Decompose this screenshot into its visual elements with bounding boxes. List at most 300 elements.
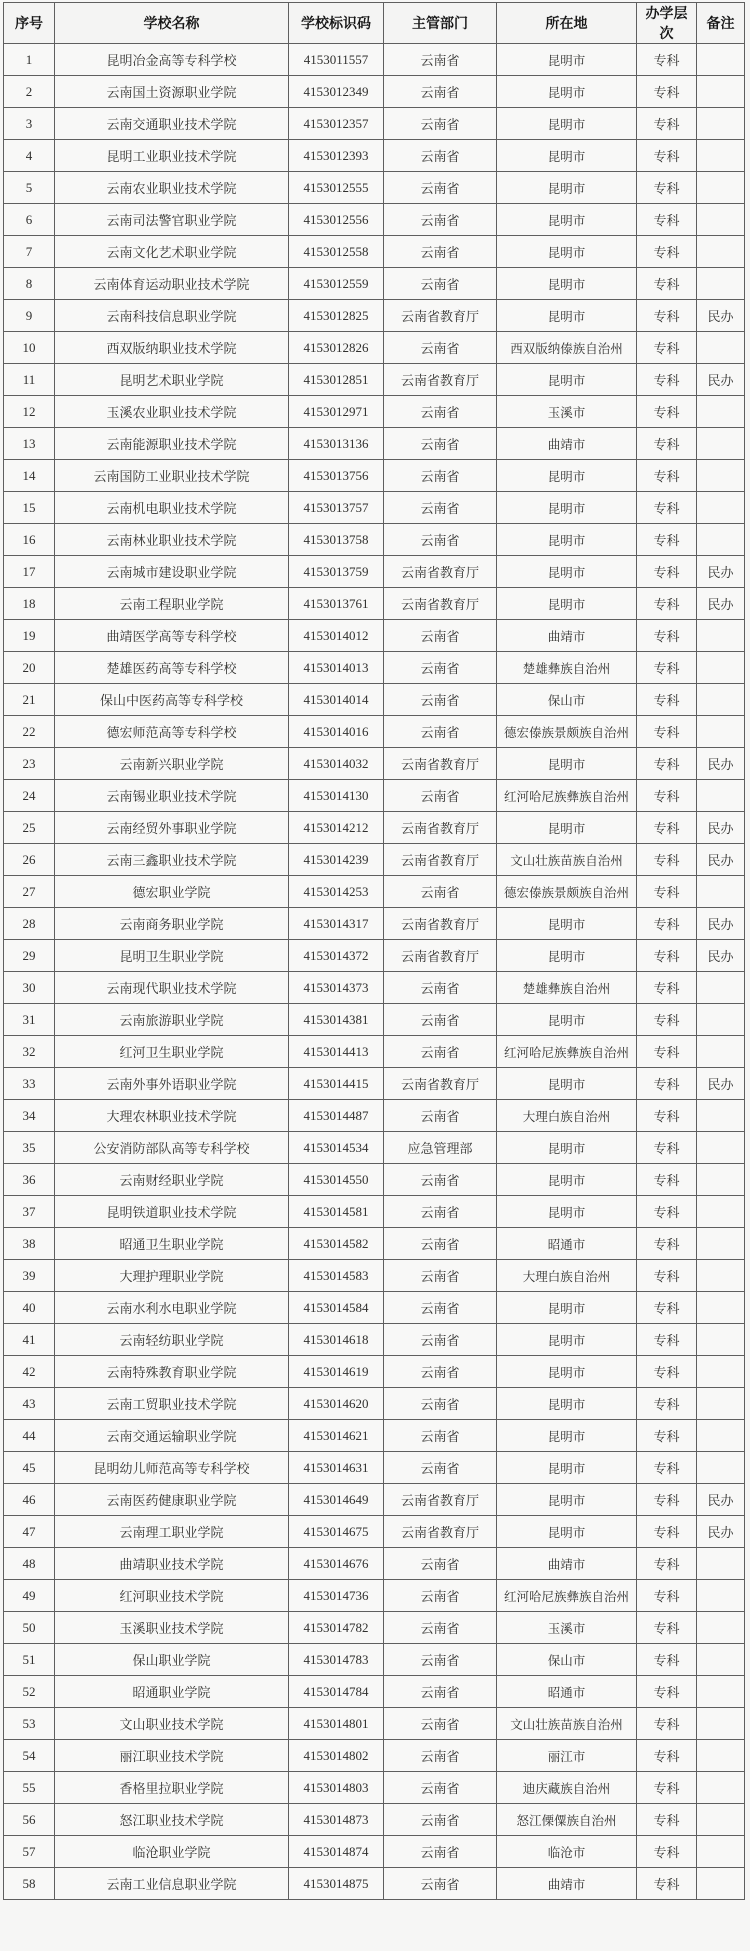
cell-location: 曲靖市	[497, 428, 637, 460]
cell-index: 34	[4, 1100, 55, 1132]
cell-school-code: 4153014803	[289, 1772, 384, 1804]
table-row	[4, 1228, 745, 1260]
cell-index: 46	[4, 1484, 55, 1516]
table-row	[4, 204, 745, 236]
cell-level: 专科	[637, 620, 697, 652]
cell-location: 昆明市	[497, 1516, 637, 1548]
cell-level: 专科	[637, 1420, 697, 1452]
cell-index: 56	[4, 1804, 55, 1836]
school-list-table	[3, 2, 745, 1900]
cell-department: 云南省	[384, 428, 497, 460]
cell-department: 云南省	[384, 44, 497, 76]
cell-level: 专科	[637, 684, 697, 716]
cell-location: 楚雄彝族自治州	[497, 972, 637, 1004]
cell-location: 西双版纳傣族自治州	[497, 332, 637, 364]
table-row	[4, 524, 745, 556]
cell-school-name: 云南科技信息职业学院	[55, 300, 289, 332]
cell-school-name: 云南机电职业技术学院	[55, 492, 289, 524]
cell-school-name: 玉溪农业职业技术学院	[55, 396, 289, 428]
cell-index: 5	[4, 172, 55, 204]
table-row	[4, 460, 745, 492]
cell-school-code: 4153014620	[289, 1388, 384, 1420]
cell-index: 18	[4, 588, 55, 620]
cell-school-name: 香格里拉职业学院	[55, 1772, 289, 1804]
cell-department: 云南省	[384, 1388, 497, 1420]
cell-note: 民办	[697, 1516, 745, 1548]
cell-location: 昆明市	[497, 1196, 637, 1228]
cell-index: 21	[4, 684, 55, 716]
cell-level: 专科	[637, 1452, 697, 1484]
cell-note	[697, 1452, 745, 1484]
cell-level: 专科	[637, 1068, 697, 1100]
cell-location: 昆明市	[497, 268, 637, 300]
cell-school-name: 昆明工业职业技术学院	[55, 140, 289, 172]
cell-level: 专科	[637, 1228, 697, 1260]
table-row	[4, 332, 745, 364]
cell-index: 23	[4, 748, 55, 780]
cell-index: 48	[4, 1548, 55, 1580]
cell-level: 专科	[637, 460, 697, 492]
cell-note: 民办	[697, 556, 745, 588]
cell-school-name: 玉溪职业技术学院	[55, 1612, 289, 1644]
table-row	[4, 108, 745, 140]
cell-level: 专科	[637, 428, 697, 460]
cell-location: 红河哈尼族彝族自治州	[497, 1580, 637, 1612]
cell-note	[697, 1356, 745, 1388]
table-row	[4, 1132, 745, 1164]
cell-level: 专科	[637, 1644, 697, 1676]
cell-index: 47	[4, 1516, 55, 1548]
cell-location: 昆明市	[497, 588, 637, 620]
cell-level: 专科	[637, 1260, 697, 1292]
table-row	[4, 492, 745, 524]
cell-school-code: 4153014631	[289, 1452, 384, 1484]
cell-school-name: 云南新兴职业学院	[55, 748, 289, 780]
cell-location: 曲靖市	[497, 1868, 637, 1900]
cell-location: 昆明市	[497, 1356, 637, 1388]
cell-index: 9	[4, 300, 55, 332]
cell-location: 昆明市	[497, 1164, 637, 1196]
cell-level: 专科	[637, 108, 697, 140]
cell-department: 云南省教育厅	[384, 300, 497, 332]
cell-note	[697, 332, 745, 364]
cell-note	[697, 1868, 745, 1900]
cell-location: 昆明市	[497, 236, 637, 268]
cell-school-code: 4153013756	[289, 460, 384, 492]
cell-school-code: 4153014873	[289, 1804, 384, 1836]
cell-department: 云南省	[384, 268, 497, 300]
cell-location: 昆明市	[497, 524, 637, 556]
table-row	[4, 1580, 745, 1612]
table-row	[4, 652, 745, 684]
cell-department: 云南省	[384, 1676, 497, 1708]
cell-location: 昆明市	[497, 1484, 637, 1516]
cell-location: 昆明市	[497, 140, 637, 172]
cell-level: 专科	[637, 812, 697, 844]
cell-index: 1	[4, 44, 55, 76]
cell-index: 49	[4, 1580, 55, 1612]
cell-department: 云南省	[384, 76, 497, 108]
cell-school-name: 云南林业职业技术学院	[55, 524, 289, 556]
cell-school-code: 4153014013	[289, 652, 384, 684]
cell-note	[697, 1836, 745, 1868]
cell-index: 55	[4, 1772, 55, 1804]
cell-department: 云南省	[384, 1740, 497, 1772]
cell-school-name: 丽江职业技术学院	[55, 1740, 289, 1772]
cell-note	[697, 620, 745, 652]
table-row	[4, 1292, 745, 1324]
cell-level: 专科	[637, 1548, 697, 1580]
cell-school-name: 云南理工职业学院	[55, 1516, 289, 1548]
cell-level: 专科	[637, 1356, 697, 1388]
cell-level: 专科	[637, 76, 697, 108]
cell-location: 楚雄彝族自治州	[497, 652, 637, 684]
column-header-school-code: 学校标识码	[289, 3, 384, 44]
cell-school-code: 4153014649	[289, 1484, 384, 1516]
cell-department: 云南省	[384, 492, 497, 524]
cell-school-code: 4153014581	[289, 1196, 384, 1228]
table-row	[4, 1324, 745, 1356]
cell-department: 云南省	[384, 1580, 497, 1612]
cell-level: 专科	[637, 716, 697, 748]
table-row	[4, 236, 745, 268]
cell-location: 昆明市	[497, 1388, 637, 1420]
cell-index: 43	[4, 1388, 55, 1420]
cell-index: 32	[4, 1036, 55, 1068]
cell-school-code: 4153014253	[289, 876, 384, 908]
cell-note	[697, 1292, 745, 1324]
cell-department: 云南省	[384, 460, 497, 492]
table-row	[4, 844, 745, 876]
cell-location: 昆明市	[497, 492, 637, 524]
cell-school-code: 4153014874	[289, 1836, 384, 1868]
cell-note	[697, 1420, 745, 1452]
cell-school-code: 4153014583	[289, 1260, 384, 1292]
cell-location: 昆明市	[497, 908, 637, 940]
cell-school-name: 楚雄医药高等专科学校	[55, 652, 289, 684]
cell-location: 昆明市	[497, 172, 637, 204]
cell-note	[697, 1676, 745, 1708]
table-row	[4, 44, 745, 76]
cell-school-code: 4153014676	[289, 1548, 384, 1580]
cell-school-name: 云南城市建设职业学院	[55, 556, 289, 588]
cell-school-name: 云南商务职业学院	[55, 908, 289, 940]
cell-school-name: 大理护理职业学院	[55, 1260, 289, 1292]
cell-department: 云南省	[384, 716, 497, 748]
cell-index: 10	[4, 332, 55, 364]
table-row	[4, 1036, 745, 1068]
cell-location: 玉溪市	[497, 1612, 637, 1644]
cell-index: 12	[4, 396, 55, 428]
cell-location: 德宏傣族景颇族自治州	[497, 876, 637, 908]
cell-school-name: 云南外事外语职业学院	[55, 1068, 289, 1100]
cell-school-name: 保山中医药高等专科学校	[55, 684, 289, 716]
cell-level: 专科	[637, 1100, 697, 1132]
cell-index: 53	[4, 1708, 55, 1740]
cell-index: 31	[4, 1004, 55, 1036]
cell-location: 曲靖市	[497, 1548, 637, 1580]
cell-level: 专科	[637, 1868, 697, 1900]
table-row	[4, 1740, 745, 1772]
table-row	[4, 428, 745, 460]
table-row	[4, 876, 745, 908]
cell-note	[697, 1612, 745, 1644]
cell-note	[697, 716, 745, 748]
cell-location: 昆明市	[497, 1292, 637, 1324]
cell-note: 民办	[697, 812, 745, 844]
cell-level: 专科	[637, 204, 697, 236]
cell-school-name: 临沧职业学院	[55, 1836, 289, 1868]
cell-index: 15	[4, 492, 55, 524]
cell-school-name: 云南旅游职业学院	[55, 1004, 289, 1036]
cell-school-name: 云南交通职业技术学院	[55, 108, 289, 140]
cell-note	[697, 428, 745, 460]
cell-school-name: 德宏职业学院	[55, 876, 289, 908]
cell-school-name: 红河卫生职业学院	[55, 1036, 289, 1068]
cell-school-code: 4153014582	[289, 1228, 384, 1260]
cell-level: 专科	[637, 1484, 697, 1516]
cell-level: 专科	[637, 396, 697, 428]
cell-department: 云南省	[384, 684, 497, 716]
cell-school-code: 4153014032	[289, 748, 384, 780]
cell-level: 专科	[637, 844, 697, 876]
cell-level: 专科	[637, 1580, 697, 1612]
cell-index: 58	[4, 1868, 55, 1900]
cell-note	[697, 140, 745, 172]
table-row	[4, 140, 745, 172]
cell-school-name: 昆明冶金高等专科学校	[55, 44, 289, 76]
cell-level: 专科	[637, 876, 697, 908]
table-row	[4, 716, 745, 748]
table-row	[4, 940, 745, 972]
cell-school-code: 4153014317	[289, 908, 384, 940]
cell-location: 临沧市	[497, 1836, 637, 1868]
cell-school-code: 4153014550	[289, 1164, 384, 1196]
cell-note	[697, 780, 745, 812]
cell-index: 14	[4, 460, 55, 492]
cell-department: 云南省	[384, 1836, 497, 1868]
cell-note	[697, 1708, 745, 1740]
cell-level: 专科	[637, 940, 697, 972]
table-body	[4, 44, 745, 1900]
cell-level: 专科	[637, 332, 697, 364]
cell-department: 云南省教育厅	[384, 1516, 497, 1548]
cell-location: 昆明市	[497, 204, 637, 236]
cell-school-code: 4153014413	[289, 1036, 384, 1068]
cell-school-code: 4153012825	[289, 300, 384, 332]
cell-level: 专科	[637, 172, 697, 204]
cell-school-code: 4153013759	[289, 556, 384, 588]
cell-index: 52	[4, 1676, 55, 1708]
header-row	[4, 3, 745, 44]
cell-department: 云南省	[384, 1708, 497, 1740]
cell-location: 昆明市	[497, 1068, 637, 1100]
cell-department: 云南省教育厅	[384, 1068, 497, 1100]
cell-school-name: 云南现代职业技术学院	[55, 972, 289, 1004]
cell-school-name: 云南三鑫职业技术学院	[55, 844, 289, 876]
cell-school-name: 云南国防工业职业技术学院	[55, 460, 289, 492]
table-row	[4, 684, 745, 716]
table-row	[4, 1260, 745, 1292]
cell-level: 专科	[637, 588, 697, 620]
table-row	[4, 364, 745, 396]
cell-level: 专科	[637, 524, 697, 556]
cell-school-name: 昭通职业学院	[55, 1676, 289, 1708]
cell-level: 专科	[637, 492, 697, 524]
cell-department: 云南省	[384, 1772, 497, 1804]
cell-note	[697, 492, 745, 524]
cell-school-name: 云南工业信息职业学院	[55, 1868, 289, 1900]
cell-index: 27	[4, 876, 55, 908]
cell-school-code: 4153014415	[289, 1068, 384, 1100]
cell-school-code: 4153014016	[289, 716, 384, 748]
cell-school-name: 云南国土资源职业学院	[55, 76, 289, 108]
cell-school-code: 4153013761	[289, 588, 384, 620]
cell-location: 怒江傈僳族自治州	[497, 1804, 637, 1836]
cell-location: 昆明市	[497, 812, 637, 844]
cell-department: 云南省	[384, 1324, 497, 1356]
cell-department: 云南省	[384, 1196, 497, 1228]
table-row	[4, 1164, 745, 1196]
cell-note	[697, 44, 745, 76]
cell-index: 6	[4, 204, 55, 236]
cell-department: 云南省	[384, 1260, 497, 1292]
cell-location: 保山市	[497, 684, 637, 716]
cell-school-name: 云南工程职业学院	[55, 588, 289, 620]
cell-location: 昆明市	[497, 460, 637, 492]
cell-location: 大理白族自治州	[497, 1260, 637, 1292]
cell-school-code: 4153014618	[289, 1324, 384, 1356]
cell-note	[697, 204, 745, 236]
cell-index: 13	[4, 428, 55, 460]
cell-level: 专科	[637, 1292, 697, 1324]
cell-school-code: 4153012558	[289, 236, 384, 268]
cell-location: 保山市	[497, 1644, 637, 1676]
cell-level: 专科	[637, 1708, 697, 1740]
cell-note	[697, 1228, 745, 1260]
table-row	[4, 1676, 745, 1708]
cell-note	[697, 1644, 745, 1676]
cell-note	[697, 1740, 745, 1772]
cell-department: 云南省	[384, 1868, 497, 1900]
table-row	[4, 1772, 745, 1804]
cell-index: 38	[4, 1228, 55, 1260]
cell-school-code: 4153014782	[289, 1612, 384, 1644]
cell-index: 51	[4, 1644, 55, 1676]
cell-department: 云南省教育厅	[384, 844, 497, 876]
table-row	[4, 620, 745, 652]
cell-location: 文山壮族苗族自治州	[497, 1708, 637, 1740]
cell-location: 红河哈尼族彝族自治州	[497, 780, 637, 812]
table-row	[4, 76, 745, 108]
cell-school-name: 云南工贸职业技术学院	[55, 1388, 289, 1420]
cell-school-code: 4153012393	[289, 140, 384, 172]
cell-level: 专科	[637, 1772, 697, 1804]
cell-school-name: 云南锡业职业技术学院	[55, 780, 289, 812]
cell-level: 专科	[637, 1324, 697, 1356]
cell-note	[697, 1100, 745, 1132]
cell-school-name: 昆明铁道职业技术学院	[55, 1196, 289, 1228]
cell-level: 专科	[637, 140, 697, 172]
table-row	[4, 1388, 745, 1420]
cell-department: 云南省	[384, 236, 497, 268]
cell-school-code: 4153011557	[289, 44, 384, 76]
cell-school-name: 怒江职业技术学院	[55, 1804, 289, 1836]
cell-school-code: 4153014875	[289, 1868, 384, 1900]
table-row	[4, 1868, 745, 1900]
cell-department: 云南省	[384, 1452, 497, 1484]
cell-school-code: 4153012851	[289, 364, 384, 396]
cell-department: 云南省	[384, 524, 497, 556]
cell-note	[697, 236, 745, 268]
table-row	[4, 1804, 745, 1836]
cell-index: 25	[4, 812, 55, 844]
cell-index: 33	[4, 1068, 55, 1100]
cell-school-name: 云南能源职业技术学院	[55, 428, 289, 460]
cell-department: 云南省	[384, 1228, 497, 1260]
table-row	[4, 1644, 745, 1676]
cell-index: 35	[4, 1132, 55, 1164]
cell-index: 45	[4, 1452, 55, 1484]
cell-location: 昆明市	[497, 1004, 637, 1036]
cell-department: 云南省	[384, 972, 497, 1004]
cell-index: 30	[4, 972, 55, 1004]
table-header	[4, 3, 745, 44]
cell-school-code: 4153014212	[289, 812, 384, 844]
cell-note	[697, 108, 745, 140]
cell-location: 昆明市	[497, 940, 637, 972]
cell-location: 丽江市	[497, 1740, 637, 1772]
cell-level: 专科	[637, 1516, 697, 1548]
column-header-level: 办学层次	[637, 3, 697, 44]
cell-index: 54	[4, 1740, 55, 1772]
cell-location: 昆明市	[497, 748, 637, 780]
cell-index: 2	[4, 76, 55, 108]
table-row	[4, 812, 745, 844]
cell-note	[697, 1388, 745, 1420]
cell-level: 专科	[637, 1612, 697, 1644]
cell-school-code: 4153013758	[289, 524, 384, 556]
cell-school-code: 4153014373	[289, 972, 384, 1004]
cell-school-name: 云南特殊教育职业学院	[55, 1356, 289, 1388]
table-row	[4, 556, 745, 588]
cell-location: 曲靖市	[497, 620, 637, 652]
cell-department: 云南省教育厅	[384, 1484, 497, 1516]
cell-note	[697, 1260, 745, 1292]
cell-level: 专科	[637, 1132, 697, 1164]
cell-school-name: 云南文化艺术职业学院	[55, 236, 289, 268]
table-row	[4, 748, 745, 780]
table-row	[4, 972, 745, 1004]
cell-level: 专科	[637, 1836, 697, 1868]
cell-location: 红河哈尼族彝族自治州	[497, 1036, 637, 1068]
cell-note	[697, 268, 745, 300]
cell-note: 民办	[697, 940, 745, 972]
cell-school-code: 4153014487	[289, 1100, 384, 1132]
cell-school-code: 4153014372	[289, 940, 384, 972]
cell-school-name: 大理农林职业技术学院	[55, 1100, 289, 1132]
cell-level: 专科	[637, 972, 697, 1004]
table-row	[4, 172, 745, 204]
cell-note: 民办	[697, 364, 745, 396]
cell-school-name: 昭通卫生职业学院	[55, 1228, 289, 1260]
cell-index: 29	[4, 940, 55, 972]
cell-department: 云南省教育厅	[384, 940, 497, 972]
cell-note	[697, 652, 745, 684]
table-row	[4, 396, 745, 428]
cell-note	[697, 876, 745, 908]
cell-school-code: 4153012559	[289, 268, 384, 300]
